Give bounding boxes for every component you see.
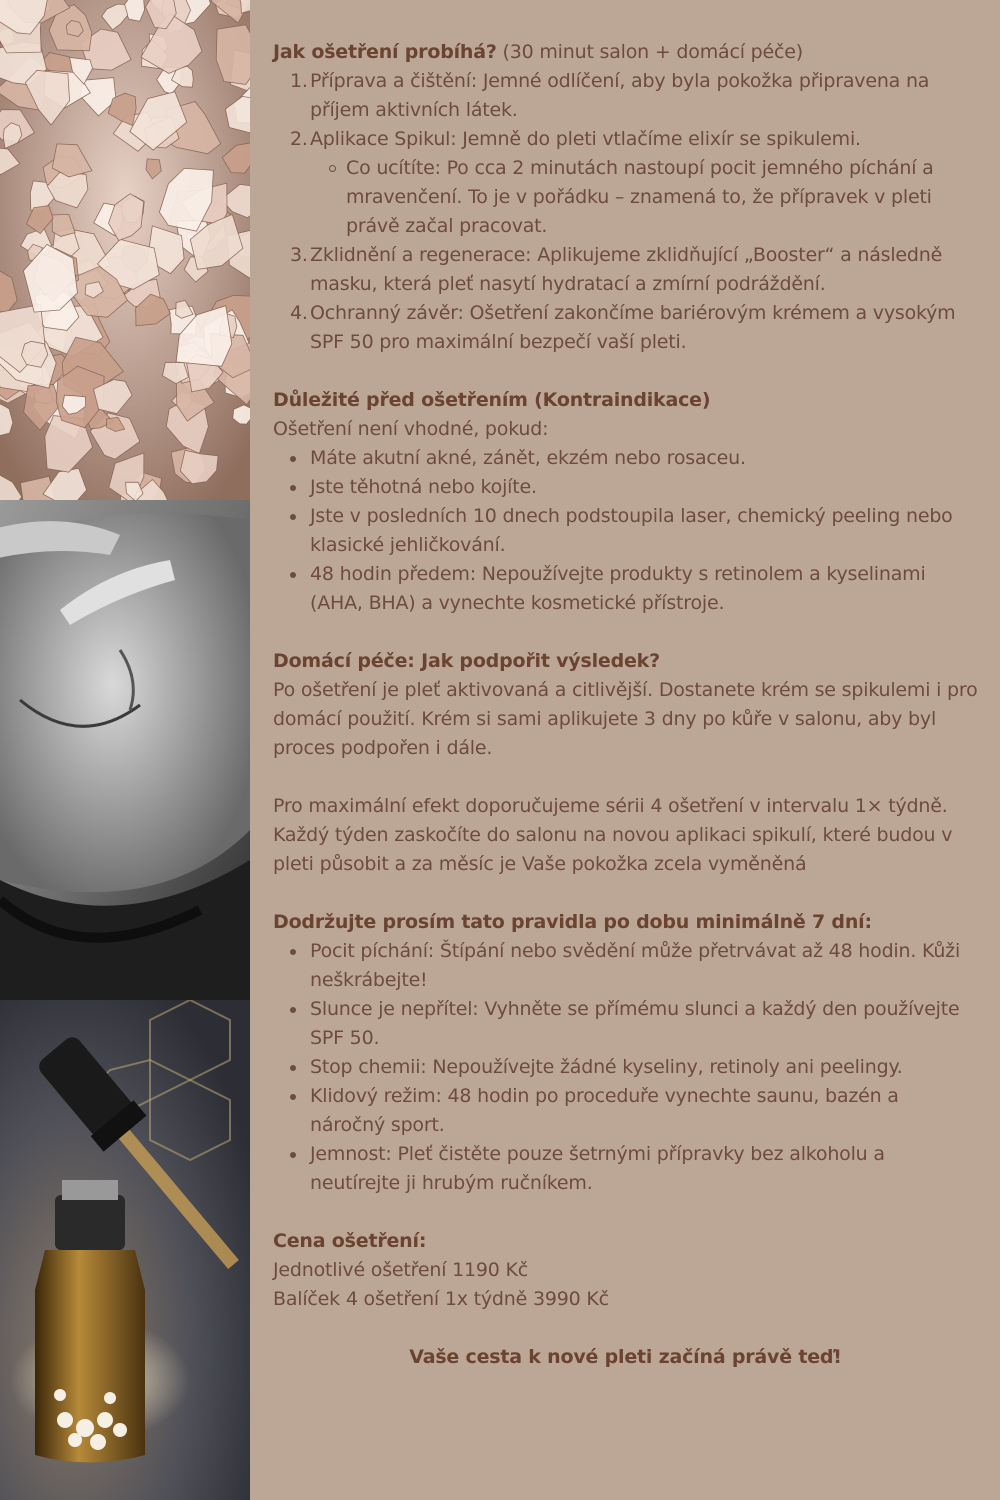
rule-item: Pocit píchání: Štípání nebo svědění může přetrvávat až 48 hodin. Kůži neškrábejte!: [310, 937, 978, 995]
step-number: 4.: [290, 302, 308, 324]
contra-list: [273, 444, 978, 618]
home-paragraph-2: Pro maximální efekt doporučujeme sérii 4 ošetření v intervalu 1× týdně. Každý týden zaskočíte do salonu na novou aplikaci spikulí, které budou v pleti působit a za měsíc je Vaše pokožka zcela vyměněná: [273, 795, 953, 875]
step-number: 1.: [290, 70, 308, 92]
rules-list: [273, 937, 978, 1198]
step-number: 2.: [290, 128, 308, 150]
rule-item: Slunce je nepřítel: Vyhněte se přímému slunci a každý den používejte SPF 50.: [310, 995, 978, 1053]
step-item: [290, 299, 978, 357]
serum-bottle-photo: [0, 1000, 250, 1500]
content-column: [273, 38, 978, 1391]
process-section: [273, 38, 978, 357]
contra-item: Jste těhotná nebo kojíte.: [310, 473, 978, 502]
contra-intro: Ošetření není vhodné, pokud:: [273, 418, 549, 440]
step-text: Příprava a čištění: Jemné odlíčení, aby byla pokožka připravena na příjem aktivních látek.: [310, 70, 930, 121]
closing-slogan: Vaše cesta k nové pleti začíná právě teď!: [409, 1346, 842, 1368]
step-item: [290, 125, 978, 241]
contra-item: 48 hodin předem: Nepoužívejte produkty s retinolem a kyselinami (AHA, BHA) a vynechte kosmetické přístroje.: [310, 560, 978, 618]
step-item: [290, 67, 978, 125]
step-subitem: Co ucítíte: Po cca 2 minutách nastoupí pocit jemného píchání a mravenčení. To je v pořádku – znamená to, že přípravek v pleti právě začal pracovat.: [346, 154, 978, 241]
step-item: [290, 241, 978, 299]
home-paragraph-1: Po ošetření je pleť aktivovaná a citlivější. Dostanete krém se spikulemi i pro domácí použití. Krém si sami aplikujete 3 dny po kůře v salonu, aby byl proces podpořen i dále.: [273, 679, 978, 759]
rules-heading: Dodržujte prosím tato pravidla po dobu minimálně 7 dní:: [273, 911, 872, 933]
step-text: Aplikace Spikul: Jemně do pleti vtlačíme elixír se spikulemi.: [310, 128, 861, 150]
step-sublist: [310, 154, 978, 241]
series-section: [273, 792, 978, 879]
price-single: Jednotlivé ošetření 1190 Kč: [273, 1259, 529, 1281]
rule-item: Klidový režim: 48 hodin po proceduře vynechte saunu, bazén a náročný sport.: [310, 1082, 978, 1140]
process-heading: Jak ošetření probíhá?: [273, 41, 497, 63]
process-subheading: (30 minut salon + domácí péče): [502, 41, 803, 63]
rule-item: Jemnost: Pleť čistěte pouze šetrnými přípravky bez alkoholu a neutírejte ji hrubým ručníkem.: [310, 1140, 978, 1198]
process-heading-line: [273, 38, 978, 67]
home-care-section: [273, 647, 978, 763]
image-column: [0, 0, 250, 1500]
price-package: Balíček 4 ošetření 1x týdně 3990 Kč: [273, 1288, 609, 1310]
home-heading: Domácí péče: Jak podpořit výsledek?: [273, 650, 660, 672]
rules-section: [273, 908, 978, 1198]
crystals-photo: [0, 0, 250, 500]
step-text: Ochranný závěr: Ošetření zakončíme bariérovým krémem a vysokým SPF 50 pro maximální bezpečí vaší pleti.: [310, 302, 956, 353]
process-steps: [273, 67, 978, 357]
contra-item: Jste v posledních 10 dnech podstoupila laser, chemický peeling nebo klasické jehličkování.: [310, 502, 978, 560]
contra-item: Máte akutní akné, zánět, ekzém nebo rosaceu.: [310, 444, 978, 473]
contra-heading: Důležité před ošetřením (Kontraindikace): [273, 389, 711, 411]
step-number: 3.: [290, 244, 308, 266]
price-heading: Cena ošetření:: [273, 1230, 427, 1252]
rule-item: Stop chemii: Nepoužívejte žádné kyseliny, retinoly ani peelingy.: [310, 1053, 978, 1082]
price-section: [273, 1227, 978, 1314]
step-text: Zklidnění a regenerace: Aplikujeme zklidňující „Booster“ a následně masku, která pleť nasytí hydratací a zmírní podráždění.: [310, 244, 943, 295]
contraindications-section: [273, 386, 978, 618]
face-photo: [0, 500, 250, 1000]
